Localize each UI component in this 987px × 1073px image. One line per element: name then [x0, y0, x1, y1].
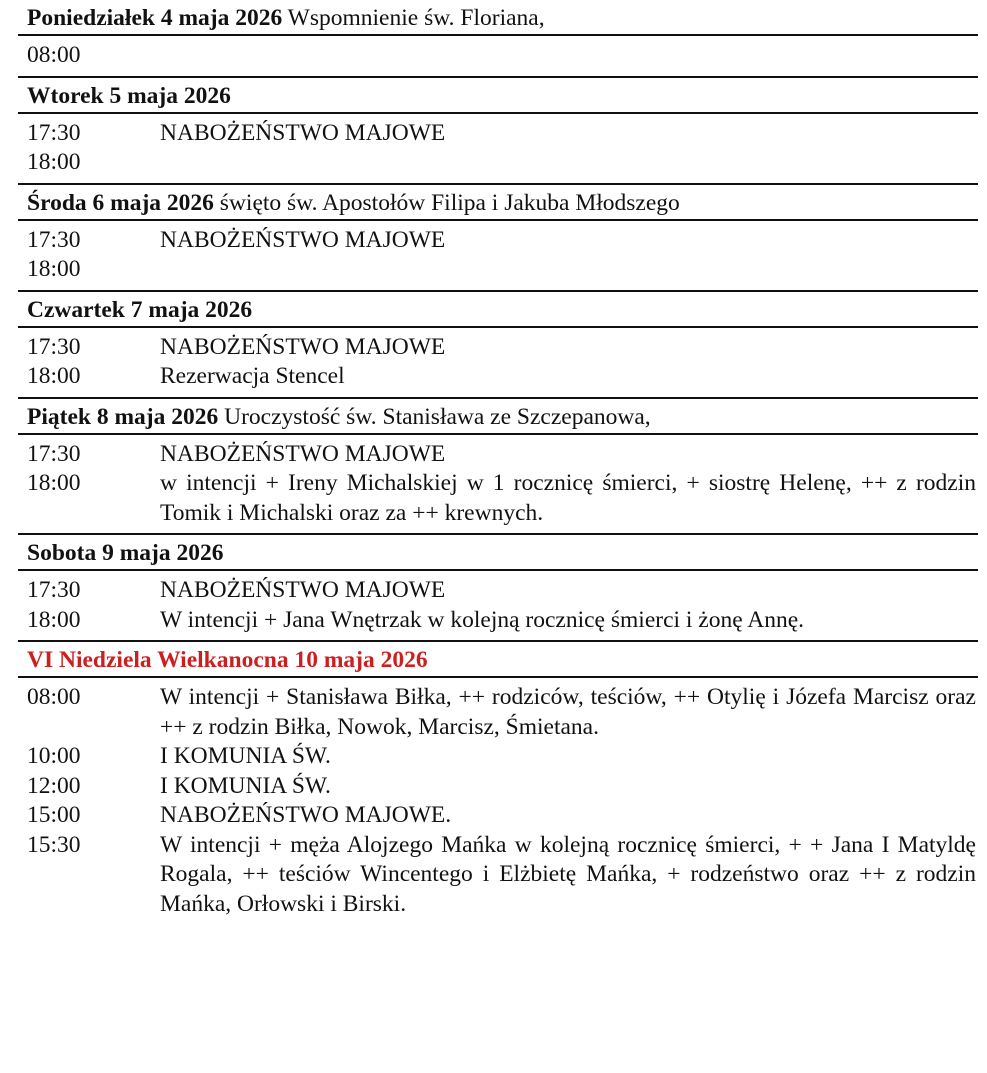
event-time: 08:00	[27, 684, 81, 710]
event-text: NABOŻEŃSTWO MAJOWE	[160, 440, 446, 467]
event-time: 17:30	[27, 440, 81, 467]
event-row	[18, 831, 978, 925]
event-time: 18:00	[27, 149, 81, 175]
day-subtitle: Uroczystość św. Stanisława ze Szczepanowa,	[218, 403, 651, 430]
mass-schedule	[18, 0, 978, 924]
event-row	[18, 328, 978, 363]
event-list	[18, 328, 978, 399]
day-subtitle: święto św. Apostołów Filipa i Jakuba Młodszego	[213, 189, 680, 216]
day-title: Czwartek 7 maja 2026	[27, 296, 253, 323]
day-wednesday	[18, 185, 978, 292]
event-text: NABOŻEŃSTWO MAJOWE	[160, 577, 446, 603]
day-header	[18, 292, 978, 328]
event-row	[18, 221, 978, 256]
event-time: 18:00	[27, 470, 81, 496]
day-header	[18, 78, 978, 114]
day-title: Środa 6 maja 2026	[27, 189, 214, 216]
event-text	[160, 41, 978, 71]
event-time: 15:00	[27, 802, 81, 828]
event-text	[160, 255, 978, 285]
event-time: 15:30	[27, 831, 81, 858]
event-time: 18:00	[27, 606, 81, 633]
day-header	[18, 642, 978, 678]
event-list	[18, 114, 978, 185]
event-time: 17:30	[27, 119, 81, 146]
event-text: W intencji + Jana Wnętrzak w kolejną rocznicę śmierci i żonę Annę.	[160, 606, 805, 633]
day-title: Poniedziałek 4 maja 2026	[27, 5, 283, 31]
day-title: Wtorek 5 maja 2026	[27, 82, 231, 109]
event-row	[18, 114, 978, 149]
event-text: Rezerwacja Stencel	[160, 363, 345, 389]
event-row	[18, 435, 978, 470]
day-title: Sobota 9 maja 2026	[27, 540, 224, 566]
day-tuesday	[18, 78, 978, 185]
day-subtitle: Wspomnienie św. Floriana,	[282, 5, 545, 31]
day-header	[18, 0, 978, 36]
day-header	[18, 399, 978, 435]
event-time: 17:30	[27, 226, 81, 253]
event-row	[18, 36, 978, 76]
event-text: NABOŻEŃSTWO MAJOWE.	[160, 802, 452, 828]
day-saturday	[18, 535, 978, 642]
event-text: NABOŻEŃSTWO MAJOWE	[160, 333, 446, 360]
day-header	[18, 535, 978, 571]
day-title: VI Niedziela Wielkanocna 10 maja 2026	[27, 647, 428, 673]
event-list	[18, 435, 978, 536]
event-row	[18, 255, 978, 290]
event-time: 18:00	[27, 256, 81, 282]
event-text: W intencji + męża Alojzego Mańka w kolejną rocznicę śmierci, + + Jana I Matyldę Rogala, ++ teściów Wincentego i Elżbietę Mańka, + rodzeństwo oraz ++ z rodzin Mańka, Orłowski i Birski.	[160, 831, 976, 917]
event-time: 08:00	[27, 42, 81, 68]
event-row	[18, 742, 978, 772]
event-text: W intencji + Stanisława Biłka, ++ rodziców, teściów, ++ Otylię i Józefa Marcisz oraz ++ z rodzin Biłka, Nowok, Marcisz, Śmietana.	[160, 684, 976, 740]
event-list	[18, 571, 978, 642]
event-text	[160, 148, 978, 178]
event-row	[18, 606, 978, 641]
event-row	[18, 362, 978, 397]
event-time: 17:30	[27, 333, 81, 360]
day-title: Piątek 8 maja 2026	[27, 403, 219, 430]
event-row	[18, 571, 978, 606]
day-friday	[18, 399, 978, 536]
event-list	[18, 36, 978, 78]
event-list	[18, 221, 978, 292]
event-text: NABOŻEŃSTWO MAJOWE	[160, 226, 446, 253]
event-time: 17:30	[27, 577, 81, 603]
event-text: w intencji + Ireny Michalskiej w 1 rocznicę śmierci, + siostrę Helenę, ++ z rodzin Tomik i Michalski oraz za ++ krewnych.	[160, 470, 976, 526]
day-sunday	[18, 642, 978, 924]
event-row	[18, 772, 978, 802]
event-time: 12:00	[27, 772, 81, 799]
event-time: 18:00	[27, 363, 81, 389]
event-row	[18, 678, 978, 742]
event-row	[18, 148, 978, 183]
day-thursday	[18, 292, 978, 399]
event-text: I KOMUNIA ŚW.	[160, 772, 331, 799]
event-text: NABOŻEŃSTWO MAJOWE	[160, 119, 446, 146]
event-list	[18, 678, 978, 924]
event-row	[18, 469, 978, 533]
event-time: 10:00	[27, 743, 81, 769]
event-text: I KOMUNIA ŚW.	[160, 743, 331, 769]
day-header	[18, 185, 978, 221]
day-monday	[18, 0, 978, 78]
event-row	[18, 801, 978, 831]
